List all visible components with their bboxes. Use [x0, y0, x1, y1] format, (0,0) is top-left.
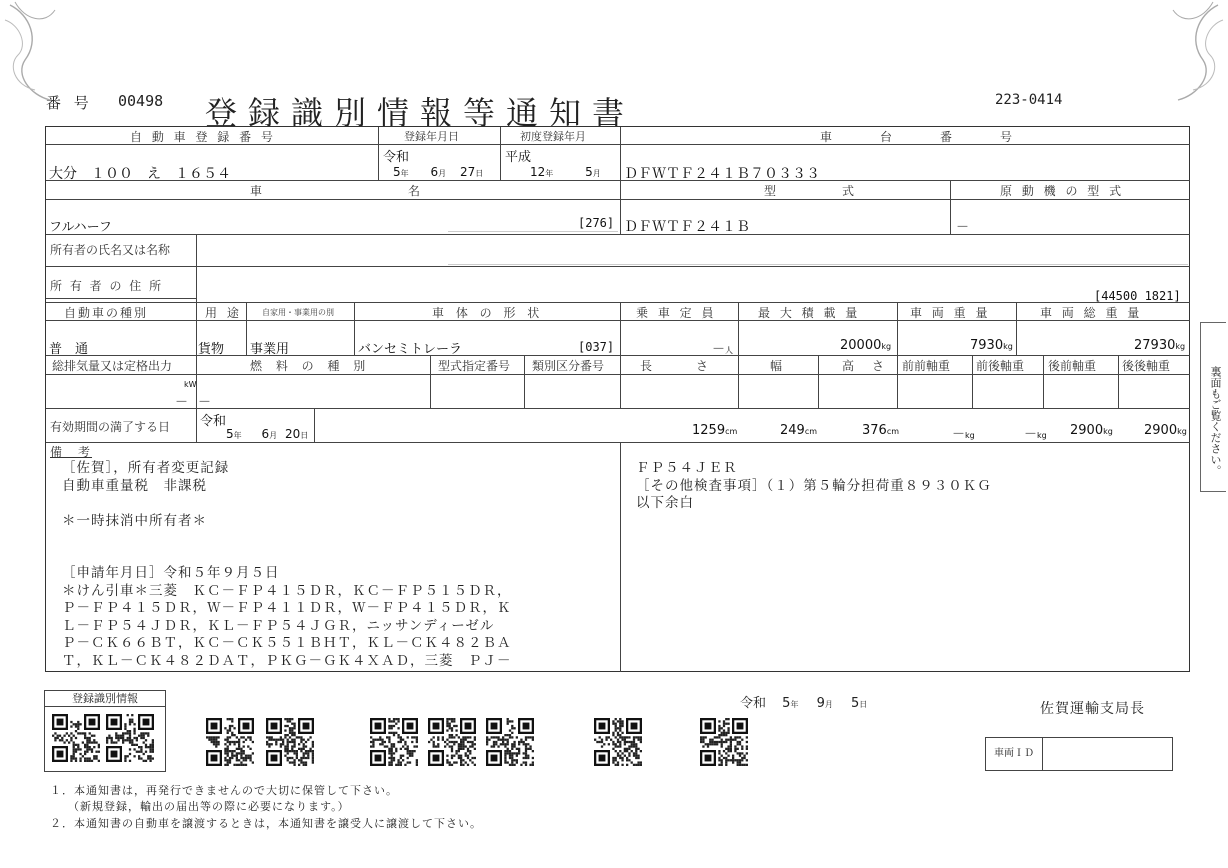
- label-chassis: 車 台 番 号: [820, 130, 1021, 144]
- qr-code-6: [428, 718, 476, 766]
- fr-axle-value: －: [1024, 427, 1038, 442]
- expiry-day: 20: [284, 427, 301, 441]
- issue-year: 5: [782, 696, 791, 711]
- label-model-1: 型: [764, 184, 780, 198]
- car-name-code: [276]: [578, 216, 615, 230]
- document-code: 223-0414: [995, 92, 1063, 108]
- ff-axle-value: －: [952, 427, 966, 442]
- height-value: 376: [862, 423, 887, 438]
- label-max-load: 最 大 積 載 量: [758, 306, 861, 320]
- label-reg-number: 自 動 車 登 録 番 号: [130, 130, 276, 144]
- qr-code-4: [266, 718, 314, 766]
- note-2: ２．本通知書の自動車を譲渡するときは，本通知書を譲受人に譲渡して下さい。: [50, 817, 482, 830]
- label-vehicle-kind: 自動車の種別: [64, 306, 149, 320]
- label-rr-axle: 後後軸重: [1122, 359, 1171, 373]
- remark-line: ＦＰ５４ＪＥＲ: [636, 460, 738, 476]
- model-value: ＤＦＷＴＦ２４１Ｂ: [624, 219, 750, 235]
- issuer: 佐賀運輸支局長: [1040, 701, 1145, 717]
- engine-model-value: －: [956, 220, 970, 235]
- corner-ornament-right: [1158, 0, 1228, 110]
- note-1: １．本通知書は，再発行できませんので大切に保管して下さい。: [50, 784, 398, 797]
- label-reg-date: 登録年月日: [404, 130, 459, 143]
- label-width: 幅: [770, 359, 786, 373]
- label-gross-weight: 車 両 総 重 量: [1040, 306, 1143, 320]
- displacement-value: －: [175, 395, 189, 410]
- reg-year: 5: [393, 165, 401, 179]
- qr-box-label: 登録識別情報: [45, 691, 165, 707]
- label-engine-model: 原 動 機 の 型 式: [1000, 184, 1125, 198]
- label-owner-address: 所 有 者 の 住 所: [50, 279, 164, 293]
- address-code: [44500 1821]: [1094, 289, 1181, 303]
- side-note: 裏面もご覧ください。: [1209, 366, 1222, 476]
- reg-day: 27: [459, 165, 476, 179]
- chassis-value: ＤＦＷＴＦ２４１Ｂ７０３３３: [624, 166, 820, 182]
- weight-value: 7930: [970, 338, 1004, 353]
- reg-era: 令和: [383, 150, 410, 165]
- rf-axle-value: 2900: [1070, 423, 1104, 438]
- label-body-shape: 車 体 の 形 状: [432, 306, 544, 320]
- remark-line: [62, 548, 512, 566]
- qr-code-1: [52, 714, 100, 762]
- label-type-approval: 型式指定番号: [438, 359, 511, 373]
- remark-line: ＊一時抹消中所有者＊: [62, 512, 207, 529]
- expiry-era: 令和: [200, 414, 227, 429]
- fuel-value: －: [198, 395, 212, 410]
- label-rf-axle: 後前軸重: [1048, 359, 1097, 373]
- body-shape-value: バンセミトレーラ: [358, 342, 463, 357]
- label-model-2: 式: [842, 184, 858, 198]
- body-code: [037]: [578, 340, 615, 354]
- rr-axle-value: 2900: [1144, 423, 1178, 438]
- remark-line: 自動車重量税 非課税: [62, 477, 207, 494]
- expiry-year: 5: [226, 427, 234, 441]
- use-value: 貨物: [198, 342, 225, 357]
- label-weight: 車 両 重 量: [910, 306, 991, 320]
- issue-day: 5: [851, 696, 860, 711]
- note-1b: （新規登録，輸出の届出等の際に必要になります。）: [68, 800, 350, 813]
- capacity-value: －: [712, 342, 726, 357]
- remark-line: 以下余白: [636, 495, 694, 511]
- max-load-value: 20000: [840, 338, 882, 353]
- qr-code-9: [700, 718, 748, 766]
- label-use: 用 途: [205, 306, 242, 320]
- label-private-business: 自家用・事業用の別: [262, 308, 334, 317]
- qr-code-7: [486, 718, 534, 766]
- remark-line: [62, 495, 512, 513]
- remark-line: Ｐ－ＣＫ６６ＢＴ，ＫＣ－ＣＫ５５１ＢＨＴ，ＫＬ－ＣＫ４８２ＢＡ: [62, 635, 512, 651]
- remark-line: [62, 530, 512, 548]
- label-ff-axle: 前前軸重: [902, 359, 951, 373]
- label-car-name-1: 車: [250, 184, 266, 198]
- remarks-right: [636, 460, 992, 513]
- label-expiry: 有効期間の満了する日: [50, 420, 171, 434]
- label-displacement: 総排気量又は定格出力: [52, 359, 173, 373]
- label-car-name-2: 名: [408, 184, 424, 198]
- remarks-left: [62, 460, 512, 670]
- remark-line: ［その他検査事項］（１）第５輪分担荷重８９３０ＫＧ: [636, 477, 992, 494]
- remark-line: Ｐ－ＦＰ４１５ＤＲ，Ｗ－ＦＰ４１１ＤＲ，Ｗ－ＦＰ４１５ＤＲ，Ｋ: [62, 600, 512, 616]
- reg-month: 6: [430, 165, 439, 179]
- private-business-value: 事業用: [250, 342, 290, 357]
- car-name-value: フルハーフ: [49, 220, 112, 235]
- qr-code-5: [370, 718, 418, 766]
- remark-line: ［佐賀］，所有者変更記録: [62, 460, 230, 476]
- label-capacity: 乗 車 定 員: [636, 306, 717, 320]
- serial-number: 00498: [118, 92, 164, 110]
- vehicle-id-box: [985, 737, 1173, 771]
- remark-line: Ｌ－ＦＰ５４ＪＤＲ，ＫＬ－ＦＰ５４ＪＧＲ，ニッサンディーゼル: [62, 617, 495, 634]
- gross-weight-value: 27930: [1134, 338, 1176, 353]
- width-value: 249: [780, 423, 805, 438]
- displacement-unit: kW: [184, 380, 197, 389]
- vehicle-kind-value: 普 通: [49, 342, 89, 357]
- label-first-reg: 初度登録年月: [520, 130, 586, 143]
- label-owner-name: 所有者の氏名又は名称: [50, 243, 171, 257]
- qr-code-3: [206, 718, 254, 766]
- remark-line: ［申請年月日］令和５年９月５日: [62, 565, 280, 581]
- document-title: 登録識別情報等通知書: [205, 94, 636, 132]
- remark-line: ＊けん引車＊三菱 ＫＣ－ＦＰ４１５ＤＲ，ＫＣ－ＦＰ５１５ＤＲ，: [62, 582, 512, 599]
- first-reg-year: 12: [530, 165, 546, 179]
- length-value: 1259: [692, 423, 726, 438]
- label-height: 高 さ: [842, 359, 888, 373]
- reg-number-value: 大分 １００ え １６５４: [49, 166, 231, 182]
- serial-label: 番 号: [46, 94, 93, 112]
- first-reg-month: 5: [585, 165, 593, 179]
- qr-code-8: [594, 718, 642, 766]
- label-class-number: 類別区分番号: [532, 359, 605, 373]
- first-reg-era: 平成: [505, 150, 532, 165]
- remark-line: Ｔ，ＫＬ－ＣＫ４８２ＤＡＴ，ＰＫＧ－ＧＫ４ＸＡＤ，三菱 ＰＪ－: [62, 652, 512, 669]
- label-fuel: 燃 料 の 種 別: [250, 359, 371, 373]
- issue-month: 9: [816, 696, 825, 711]
- label-length: 長 さ: [640, 359, 711, 373]
- label-fr-axle: 前後軸重: [976, 359, 1025, 373]
- issue-era: 令和: [740, 696, 767, 711]
- expiry-month: 6: [261, 427, 270, 441]
- label-remarks: 備 考: [50, 445, 93, 459]
- qr-code-2: [106, 714, 154, 762]
- vehicle-id-label: 車両ＩＤ: [986, 738, 1043, 770]
